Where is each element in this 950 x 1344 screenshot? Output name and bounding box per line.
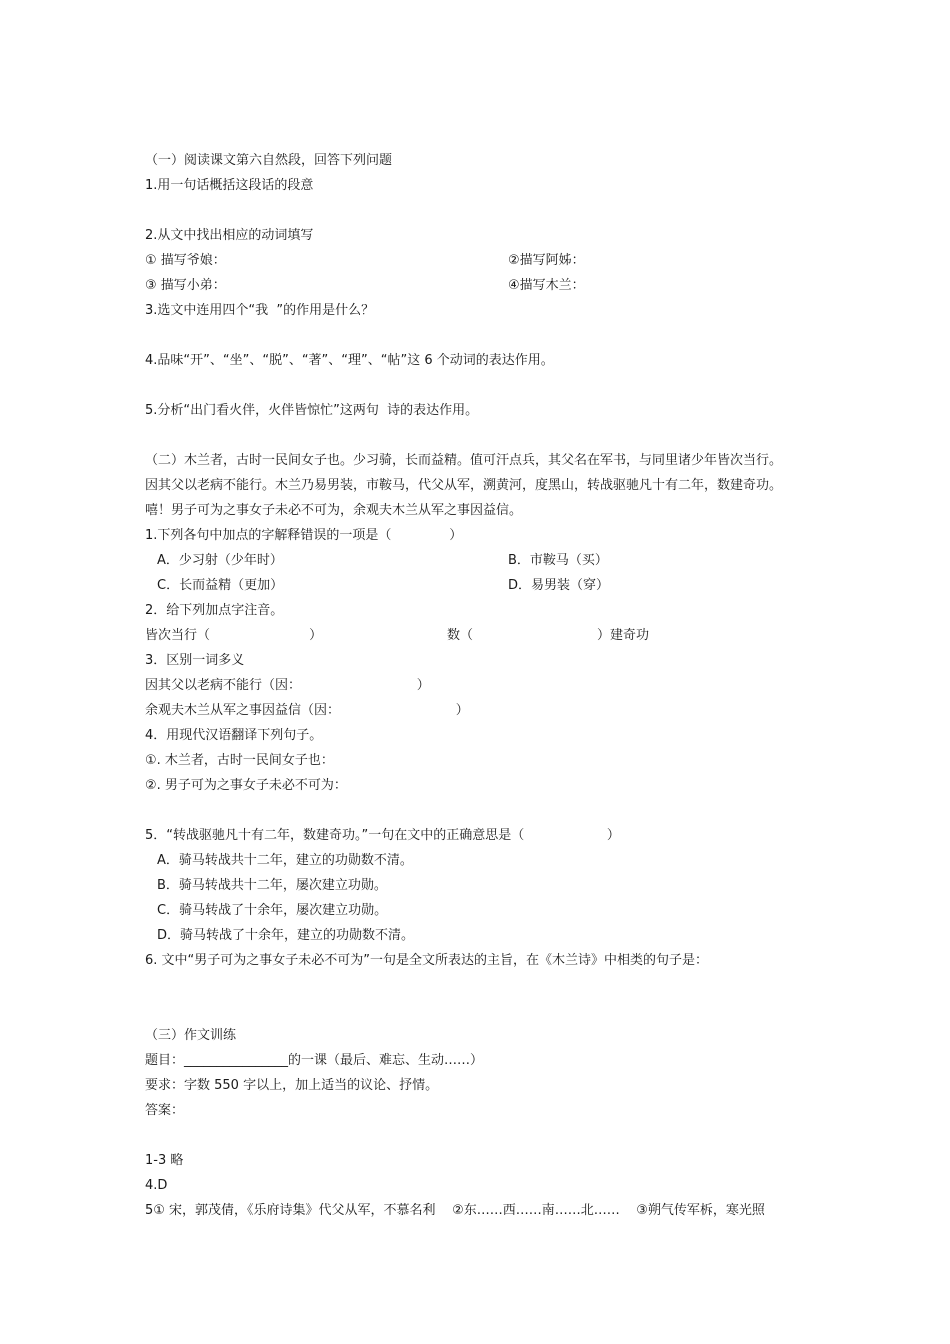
s3-essay-title: 题目：________________的一课（最后、难忘、生动……） xyxy=(145,1053,484,1068)
s2-q5-option-c: C．骑马转战了十余年，屡次建立功勋。 xyxy=(157,903,388,918)
s2-q1-option-d: D．易男装（穿） xyxy=(508,578,610,593)
s2-question-4: 4．用现代汉语翻译下列句子。 xyxy=(145,728,323,743)
s2-question-3: 3．区别一词多义 xyxy=(145,653,245,668)
s2-q4-line-2: ②. 男子可为之事女子未必不可为： xyxy=(145,778,347,793)
s2-q5-option-d: D．骑马转战了十余年，建立的功勋数不清。 xyxy=(157,928,415,943)
s1-q2-item-1: ① 描写爷娘： xyxy=(145,253,226,268)
s2-question-6: 6. 文中“男子可为之事女子未必不可为”一句是全文所表达的主旨，在《木兰诗》中相类的句子是： xyxy=(145,953,709,968)
s2-q5-option-a: A．骑马转战共十二年，建立的功勋数不清。 xyxy=(157,853,413,868)
s1-question-5: 5.分析“出门看火伴，火伴皆惊忙”这两句 诗的表达作用。 xyxy=(145,403,479,418)
section-3-header: （三）作文训练 xyxy=(145,1028,237,1043)
answer-line-1: 1-3 略 xyxy=(145,1153,184,1168)
s2-passage-line-1: （二）木兰者，古时一民间女子也。少习骑，长而益精。值可汗点兵，其父名在军书，与同里诸少年皆次当行。 xyxy=(145,453,783,468)
section-1-header: （一）阅读课文第六自然段，回答下列问题 xyxy=(145,153,393,168)
s2-q1-option-c: C．长而益精（更加） xyxy=(157,578,284,593)
answer-line-2: 4.D xyxy=(145,1178,168,1193)
s2-question-5: 5．“转战驱驰凡十有二年，数建奇功。”一句在文中的正确意思是（ ） xyxy=(145,828,620,843)
s2-q2-blank-2: 数（ ）建奇功 xyxy=(447,628,649,643)
s2-q1-option-b: B．市鞍马（买） xyxy=(508,553,608,568)
s2-q4-line-1: ①. 木兰者，古时一民间女子也： xyxy=(145,753,334,768)
s2-q2-blank-1: 皆次当行（ ） xyxy=(145,628,323,643)
answers-label: 答案： xyxy=(145,1103,185,1118)
s1-q2-item-2: ②描写阿姊： xyxy=(508,253,585,268)
s2-passage-line-3: 嘻！男子可为之事女子未必不可为，余观夫木兰从军之事因益信。 xyxy=(145,503,523,518)
s1-q2-item-3: ③ 描写小弟： xyxy=(145,278,226,293)
s2-q1-option-a: A．少习射（少年时） xyxy=(157,553,283,568)
s3-requirement: 要求：字数 550 字以上，加上适当的议论、抒情。 xyxy=(145,1078,439,1093)
s2-question-2: 2．给下列加点字注音。 xyxy=(145,603,284,618)
s1-question-4: 4.品味“开”、“坐”、“脱”、“著”、“理”、“帖”这 6 个动词的表达作用。 xyxy=(145,353,554,368)
s1-question-1: 1.用一句话概括这段话的段意 xyxy=(145,178,314,193)
s2-q5-option-b: B．骑马转战共十二年，屡次建立功勋。 xyxy=(157,878,387,893)
s1-q2-item-4: ④描写木兰： xyxy=(508,278,585,293)
s2-question-1: 1.下列各句中加点的字解释错误的一项是（ ） xyxy=(145,528,463,543)
s1-question-2: 2.从文中找出相应的动词填写 xyxy=(145,228,314,243)
s2-q3-line-2: 余观夫木兰从军之事因益信（因： ） xyxy=(145,703,469,718)
s1-question-3: 3.选文中连用四个“我 ”的作用是什么？ xyxy=(145,303,375,318)
s2-passage-line-2: 因其父以老病不能行。木兰乃易男装，市鞍马，代父从军，溯黄河，度黑山，转战驱驰凡十有二年，数建奇功。 xyxy=(145,478,783,493)
s2-q3-line-1: 因其父以老病不能行（因： ） xyxy=(145,678,430,693)
answer-line-3: 5① 宋，郭茂倩，《乐府诗集》代父从军，不慕名利 ②东……西……南……北…… ③朔气传军柝，寒光照 xyxy=(145,1203,765,1218)
